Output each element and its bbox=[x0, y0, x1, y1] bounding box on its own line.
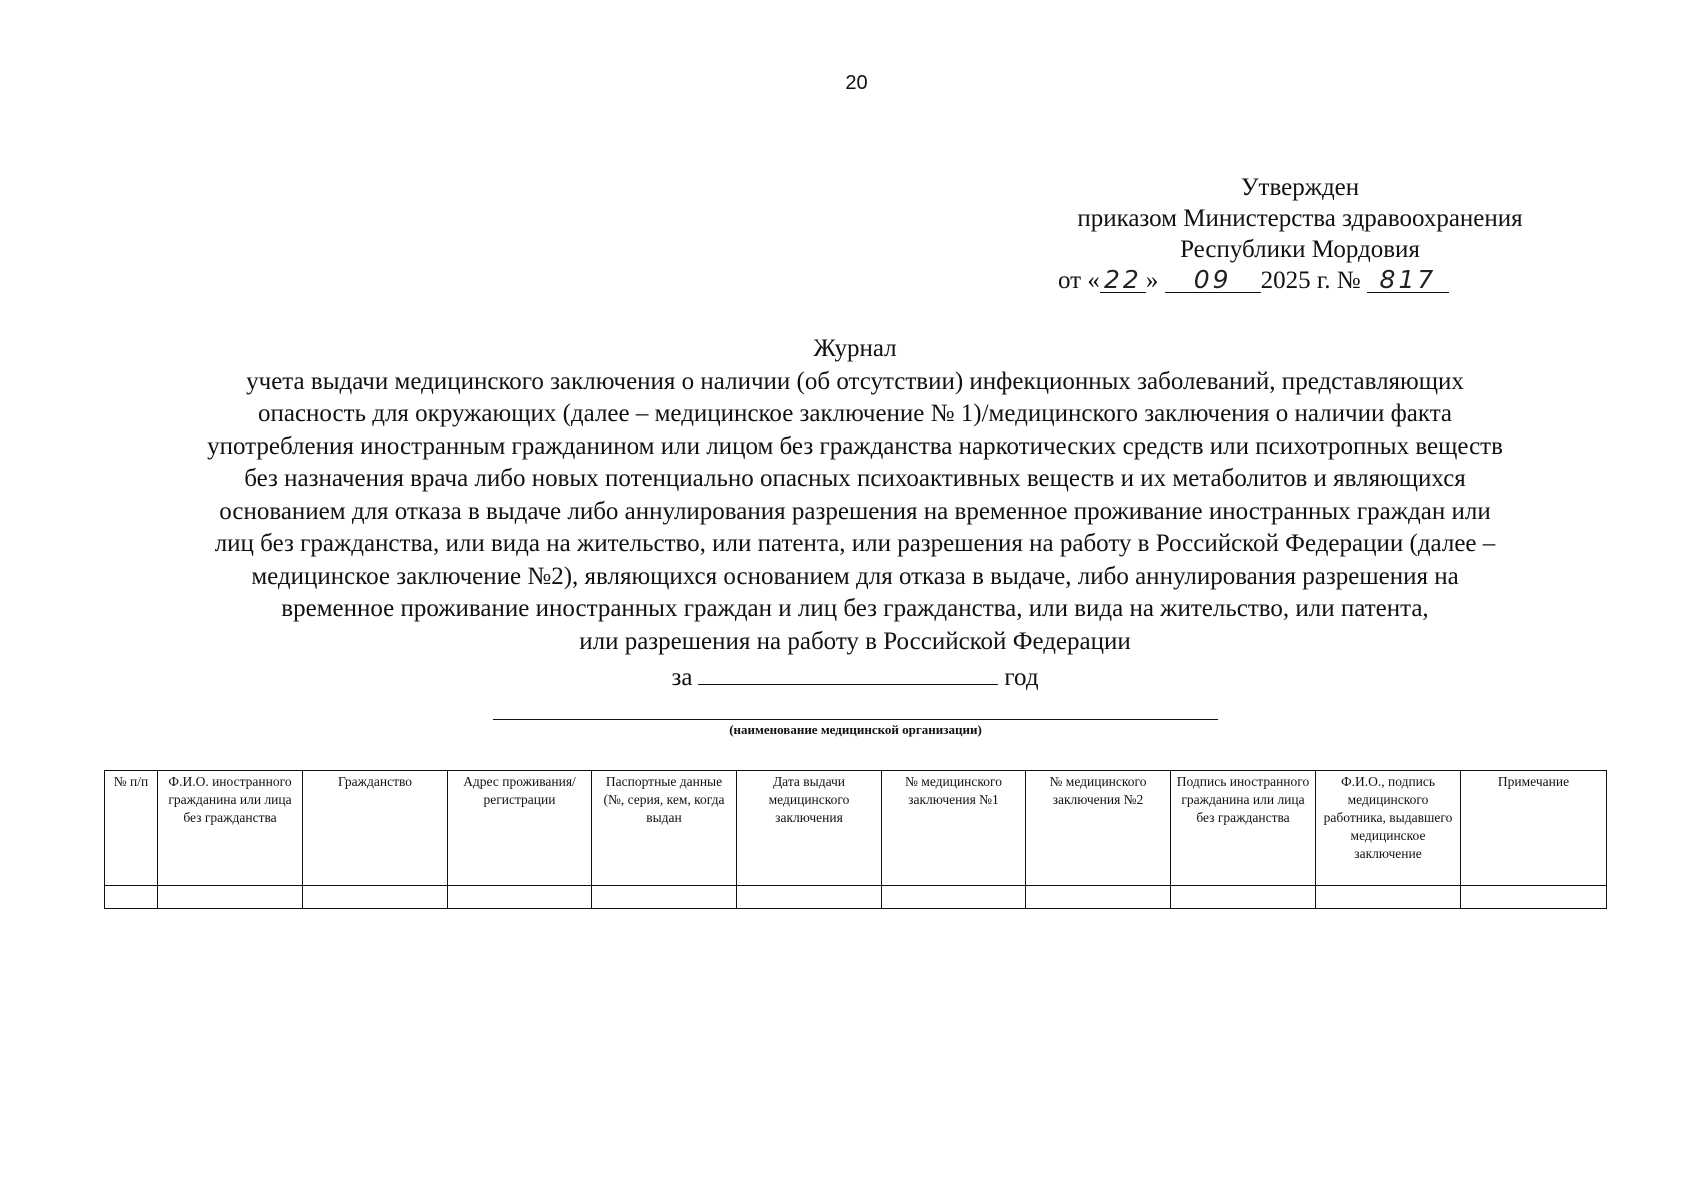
table-header-row bbox=[105, 771, 1607, 886]
table-cell bbox=[1171, 886, 1316, 909]
column-header: № медицинского заключения №1 bbox=[882, 771, 1026, 886]
table-cell bbox=[1461, 886, 1607, 909]
order-number: 817 bbox=[1367, 268, 1449, 293]
year-suffix: год bbox=[1004, 664, 1039, 691]
title-line: лиц без гражданства, или вида на жительство, или патента, или разрешения на работу в Российской Федерации (далее – bbox=[214, 530, 1496, 557]
year-prefix: за bbox=[671, 664, 693, 691]
date-year: 2025 г. № bbox=[1260, 267, 1361, 294]
date-day: 22 bbox=[1100, 268, 1146, 293]
approval-ministry: приказом Министерства здравоохранения bbox=[1077, 205, 1523, 232]
organization-caption: (наименование медицинской организации) bbox=[729, 722, 982, 737]
table-cell bbox=[105, 886, 158, 909]
table-cell bbox=[448, 886, 592, 909]
column-header: Ф.И.О. иностранного гражданина или лица без гражданства bbox=[158, 771, 303, 886]
approval-republic: Республики Мордовия bbox=[1180, 236, 1420, 263]
column-header: Подпись иностранного гражданина или лица без гражданства bbox=[1171, 771, 1316, 886]
column-header: № медицинского заключения №2 bbox=[1026, 771, 1171, 886]
approval-approved: Утвержден bbox=[1240, 174, 1360, 201]
year-line bbox=[90, 660, 1620, 695]
table-cell bbox=[1026, 886, 1171, 909]
column-header: Ф.И.О., подпись медицинского работника, выдавшего медицинское заключение bbox=[1316, 771, 1461, 886]
journal-title bbox=[90, 333, 1620, 695]
title-line: основанием для отказа в выдаче либо аннулирования разрешения на временное проживание иностранных граждан или bbox=[219, 497, 1491, 525]
year-blank bbox=[698, 660, 998, 685]
approval-date-line bbox=[1040, 265, 1560, 296]
column-header: Адрес проживания/ регистрации bbox=[448, 771, 592, 886]
journal-table bbox=[104, 770, 1607, 909]
title-line: опасность для окружающих (далее – медицинское заключение № 1)/медицинского заключения о наличии факта bbox=[257, 400, 1453, 427]
table-cell bbox=[1316, 886, 1461, 909]
date-prefix: от « bbox=[1058, 267, 1100, 294]
column-header: Гражданство bbox=[303, 771, 448, 886]
page-number: 20 bbox=[845, 72, 868, 94]
organization-name-line bbox=[493, 719, 1218, 720]
title-line: или разрешения на работу в Российской Федерации bbox=[579, 627, 1131, 655]
column-header: Паспортные данные (№, серия, кем, когда выдан bbox=[592, 771, 737, 886]
title-line: временное проживание иностранных граждан и лиц без гражданства, или вида на жительство, или патента, bbox=[281, 595, 1429, 622]
title-line: употребления иностранным гражданином или лицом без гражданства наркотических средств или психотропных веществ bbox=[207, 432, 1503, 460]
title-line: без назначения врача либо новых потенциально опасных психоактивных веществ и их метаболитов и являющихся bbox=[244, 465, 1466, 492]
table-row bbox=[105, 886, 1607, 909]
title-line: медицинское заключение №2), являющихся основанием для отказа в выдаче, либо аннулирования разрешения на bbox=[251, 562, 1459, 590]
table-cell bbox=[737, 886, 882, 909]
table-cell bbox=[158, 886, 303, 909]
title-line: учета выдачи медицинского заключения о наличии (об отсутствии) инфекционных заболеваний, представляющих bbox=[246, 367, 1464, 395]
column-header: Дата выдачи медицинского заключения bbox=[737, 771, 882, 886]
column-header: Примечание bbox=[1461, 771, 1607, 886]
table-cell bbox=[882, 886, 1026, 909]
journal-heading: Журнал bbox=[813, 335, 897, 362]
table-cell bbox=[303, 886, 448, 909]
approval-stamp bbox=[1040, 172, 1560, 296]
column-header: № п/п bbox=[105, 771, 158, 886]
table-cell bbox=[592, 886, 737, 909]
date-mid: » bbox=[1145, 267, 1159, 294]
date-month: 09 bbox=[1165, 268, 1261, 293]
